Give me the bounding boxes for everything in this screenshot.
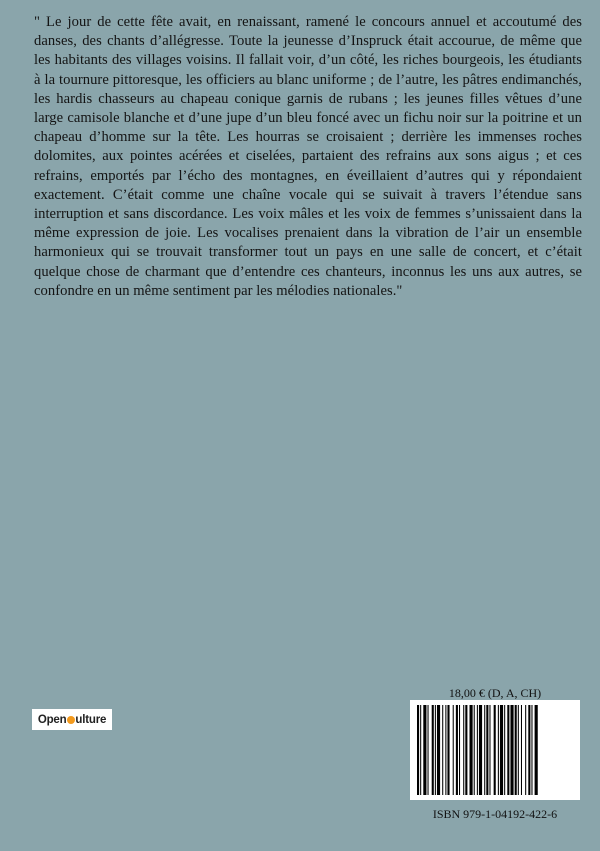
barcode-bar — [535, 705, 538, 795]
barcode-bar — [465, 705, 467, 795]
logo-dot-icon — [67, 716, 75, 724]
barcode-bar — [432, 705, 434, 795]
barcode-bar — [528, 705, 530, 795]
barcode-bar — [420, 705, 421, 795]
barcode-bar — [515, 705, 517, 795]
barcode-bar — [518, 705, 519, 795]
barcode-bar — [442, 705, 443, 795]
barcode-bar — [459, 705, 460, 795]
barcode-bar — [445, 705, 446, 795]
barcode-bar — [463, 705, 464, 795]
barcode-bar — [435, 705, 436, 795]
barcode-bar — [498, 705, 499, 795]
barcode-bar — [423, 705, 426, 795]
publisher-logo — [32, 709, 112, 730]
barcode-bar — [479, 705, 482, 795]
publisher-logo-culture: ulture — [75, 713, 107, 726]
barcode-bar — [521, 705, 522, 795]
barcode-icon — [417, 705, 573, 795]
barcode-bar — [477, 705, 478, 795]
barcode-bar — [525, 705, 526, 795]
barcode — [410, 700, 580, 800]
price-label: 18,00 € (D, A, CH) — [448, 686, 542, 700]
barcode-bar — [456, 705, 458, 795]
barcode-bar — [489, 705, 490, 795]
back-cover-blurb: " Le jour de cette fête avait, en renaissant, ramené le concours annuel et accoutumé des danses, des chants d’allégresse. Toute la jeunesse d’Inspruck était accourue, de même que les habitants des villages voisins. Il fallait voir, d’un côté, les riches bourgeois, les étudiants à la tournure pittoresque, les officiers au blanc uniforme ; de l’autre, les pâtres endimanchés, les hardis chasseurs au chapeau conique garnis de rubans ; les jeunes filles vêtues d’une large camisole blanche et d’une jupe d’un bleu foncé avec un fichu noir sur la poitrine et un chapeau d’homme sur la tête. Les hourras se croisaient ; derrière les immenses roches dolomites, aux pointes acérées et ciselées, partaient des refrains aux sons aigus ; et ces refrains, emportés par l’écho des montagnes, en éveillaient d’autres qui y répondaient exactement. C’était comme une chaîne vocale qui se suivait à travers l’étendue sans interruption et sans discordance. Les voix mâles et les voix de femmes s’unissaient dans la même expression de joie. Les vocalises prenaient dans la vibration de l’air un ensemble harmonieux qui se trouvait transformer tout un pays en une salle de concert, et c’était quelque chose de charmant que d’entendre ces chanteurs, inconnus les uns aux autres, se confondre en un même sentiment par les mélodies nationales." — [34, 14, 582, 299]
barcode-bar — [507, 705, 509, 795]
barcode-bar — [428, 705, 429, 795]
barcode-bar — [486, 705, 488, 795]
barcode-bar — [500, 705, 503, 795]
barcode-bar — [510, 705, 513, 795]
barcode-bar — [484, 705, 485, 795]
barcode-bar — [437, 705, 440, 795]
publisher-logo-open: Open — [37, 713, 67, 726]
barcode-bar — [470, 705, 473, 795]
barcode-bar — [504, 705, 505, 795]
isbn-label: ISBN 979-1-04192-422-6 — [432, 807, 558, 821]
barcode-bar — [494, 705, 496, 795]
barcode-bar — [447, 705, 449, 795]
barcode-bar — [474, 705, 475, 795]
barcode-bar — [531, 705, 532, 795]
barcode-bar — [417, 705, 419, 795]
barcode-bar — [453, 705, 454, 795]
